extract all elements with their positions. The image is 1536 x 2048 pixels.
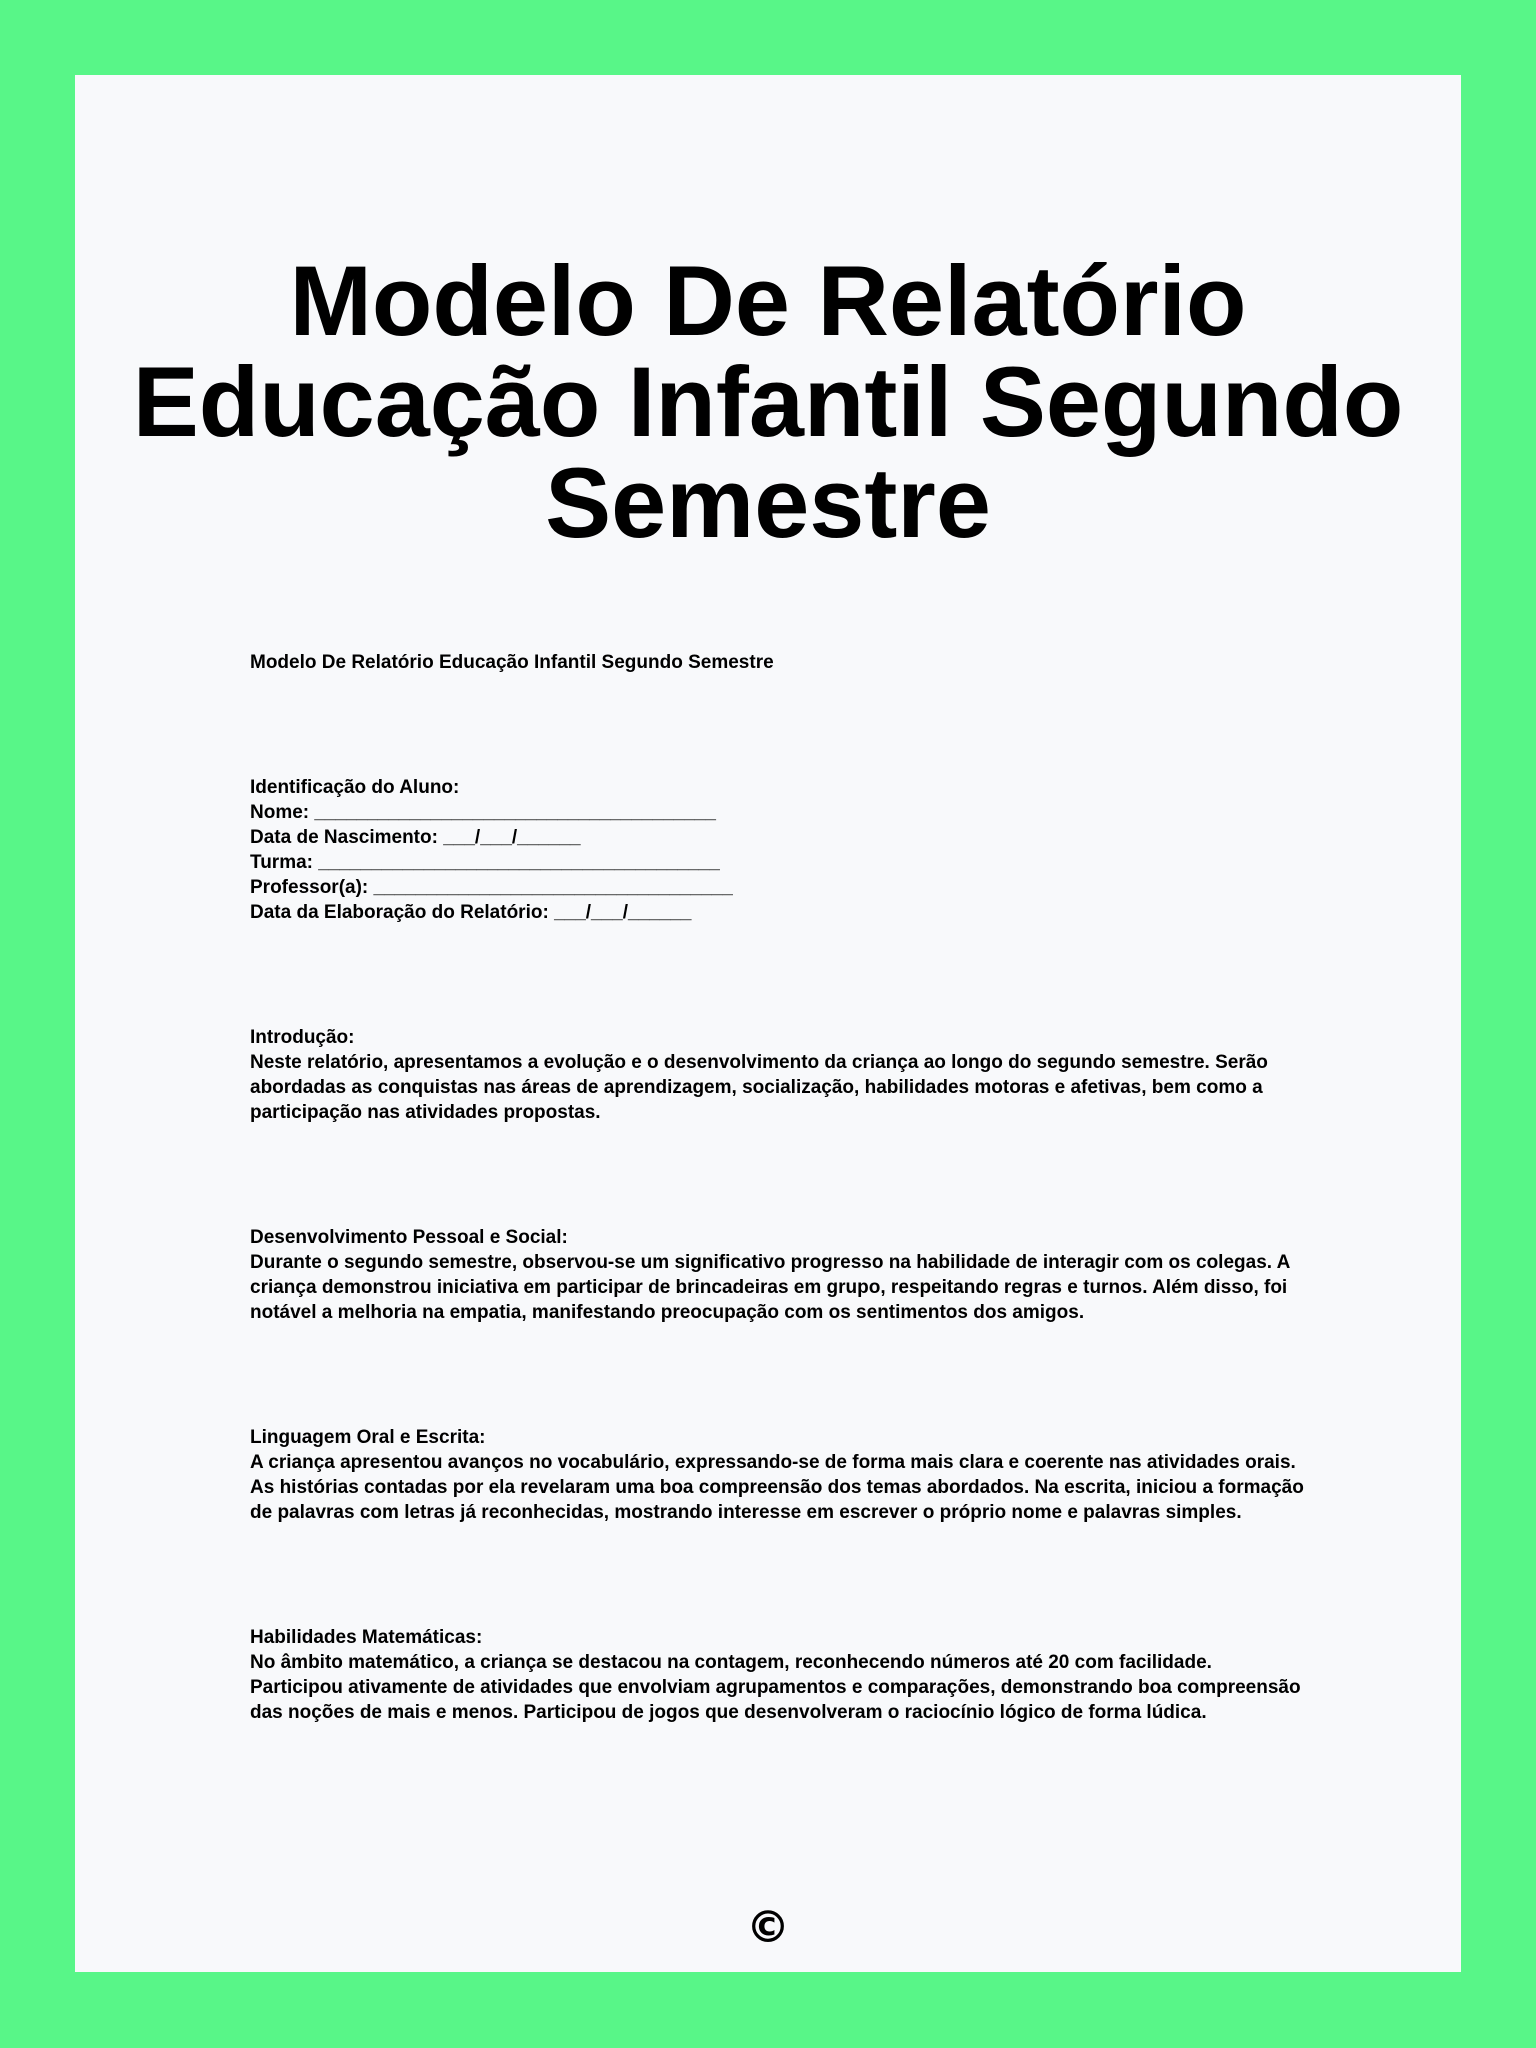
section-heading: Linguagem Oral e Escrita: <box>250 1427 486 1448</box>
identification-section <box>250 775 1310 925</box>
field-report-date: Data da Elaboração do Relatório: ___/___/______ <box>250 902 692 923</box>
title-line: Semestre <box>545 447 991 558</box>
section-language <box>250 1425 1310 1525</box>
section-body: A criança apresentou avanços no vocabulário, expressando-se de forma mais clara e coerente nas atividades orais. As histórias contadas por ela revelaram uma boa compreensão dos temas abordados. Na escrita, iniciou a formação de palavras com letras já reconhecidas, mostrando interesse em escrever o próprio nome e palavras simples. <box>250 1452 1304 1523</box>
title-line: Modelo De Relatório <box>289 245 1247 356</box>
document-body <box>250 650 1310 1725</box>
section-heading: Introdução: <box>250 1027 355 1048</box>
field-name: Nome: ______________________________________ <box>250 802 716 823</box>
section-heading: Desenvolvimento Pessoal e Social: <box>250 1227 568 1248</box>
section-body: Durante o segundo semestre, observou-se um significativo progresso na habilidade de interagir com os colegas. A criança demonstrou iniciativa em participar de brincadeiras em grupo, respeitando regras e turnos. Além disso, foi notável a melhoria na empatia, manifestando preocupação com os sentimentos dos amigos. <box>250 1252 1290 1323</box>
field-class: Turma: ______________________________________ <box>250 852 720 873</box>
section-body: No âmbito matemático, a criança se destacou na contagem, reconhecendo números até 20 com facilidade. Participou ativamente de atividades que envolviam agrupamentos e comparações, demonstrando boa compreensão das noções de mais e menos. Participou de jogos que desenvolveram o raciocínio lógico de forma lúdica. <box>250 1652 1301 1723</box>
copyright-icon: © <box>746 1902 790 1953</box>
field-teacher: Professor(a): __________________________________ <box>250 877 733 898</box>
document-page <box>75 75 1461 1972</box>
document-title <box>75 245 1461 558</box>
section-heading: Habilidades Matemáticas: <box>250 1627 483 1648</box>
section-introduction <box>250 1025 1310 1125</box>
section-personal-social <box>250 1225 1310 1325</box>
section-body: Neste relatório, apresentamos a evolução e o desenvolvimento da criança ao longo do segundo semestre. Serão abordadas as conquistas nas áreas de aprendizagem, socialização, habilidades motoras e afetivas, bem como a participação nas atividades propostas. <box>250 1052 1268 1123</box>
field-birth-date: Data de Nascimento: ___/___/______ <box>250 827 581 848</box>
section-math <box>250 1625 1310 1725</box>
title-line: Educação Infantil Segundo <box>132 346 1404 457</box>
document-subtitle: Modelo De Relatório Educação Infantil Segundo Semestre <box>250 652 774 673</box>
identification-heading: Identificação do Aluno: <box>250 777 460 798</box>
